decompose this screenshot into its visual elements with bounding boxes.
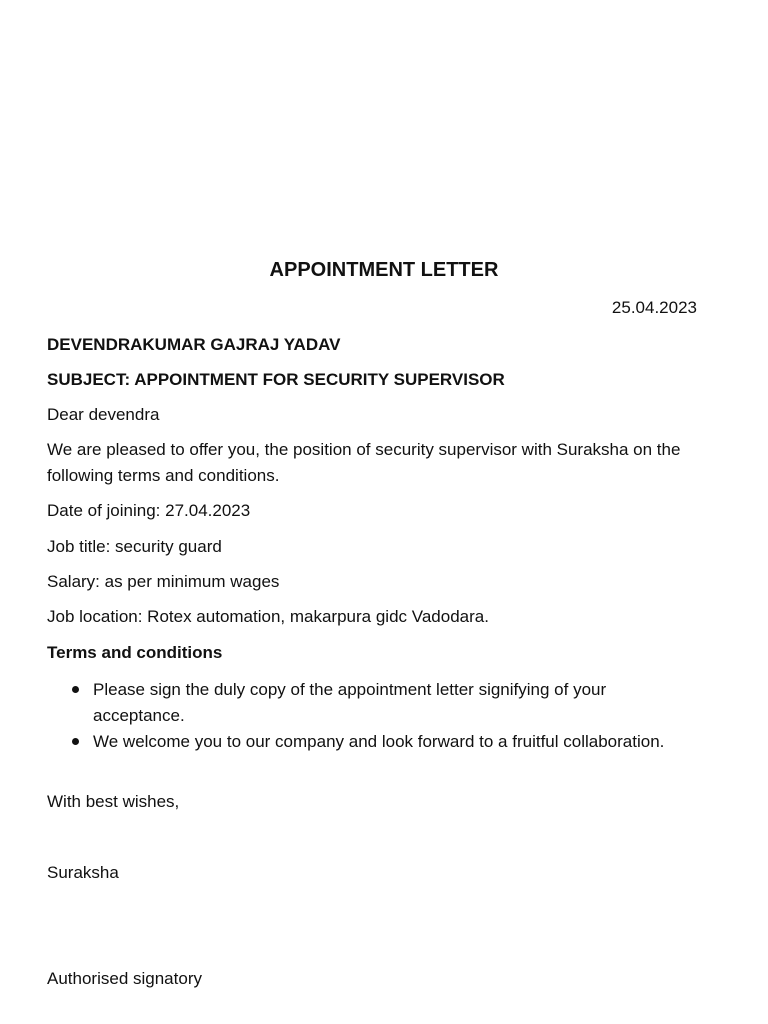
date-of-joining: Date of joining: 27.04.2023 xyxy=(47,501,251,520)
subject-line: SUBJECT: APPOINTMENT FOR SECURITY SUPERVISOR xyxy=(47,370,505,389)
salutation: Dear devendra xyxy=(47,405,160,424)
letter-title: APPOINTMENT LETTER xyxy=(269,259,499,281)
letter-date: 25.04.2023 xyxy=(611,298,697,317)
job-title: Job title: security guard xyxy=(47,537,222,556)
terms-item-text: Please sign the duly copy of the appointment letter signifying of your acceptance. xyxy=(93,680,607,725)
salary: Salary: as per minimum wages xyxy=(47,572,280,591)
terms-heading: Terms and conditions xyxy=(47,643,223,662)
recipient-name: DEVENDRAKUMAR GAJRAJ YADAV xyxy=(47,335,341,354)
terms-item-text: We welcome you to our company and look forward to a fruitful collaboration. xyxy=(93,732,665,751)
bullet-icon xyxy=(72,738,79,745)
terms-list-item xyxy=(47,677,687,729)
intro-paragraph: We are pleased to offer you, the position of security supervisor with Suraksha on the following terms and conditions. xyxy=(47,440,681,485)
terms-list-item xyxy=(47,729,687,755)
terms-list xyxy=(47,677,687,755)
closing: With best wishes, xyxy=(47,792,180,811)
signatory: Authorised signatory xyxy=(47,969,202,988)
company-name: Suraksha xyxy=(47,863,119,882)
bullet-icon xyxy=(72,686,79,693)
job-location: Job location: Rotex automation, makarpura gidc Vadodara. xyxy=(47,607,489,626)
